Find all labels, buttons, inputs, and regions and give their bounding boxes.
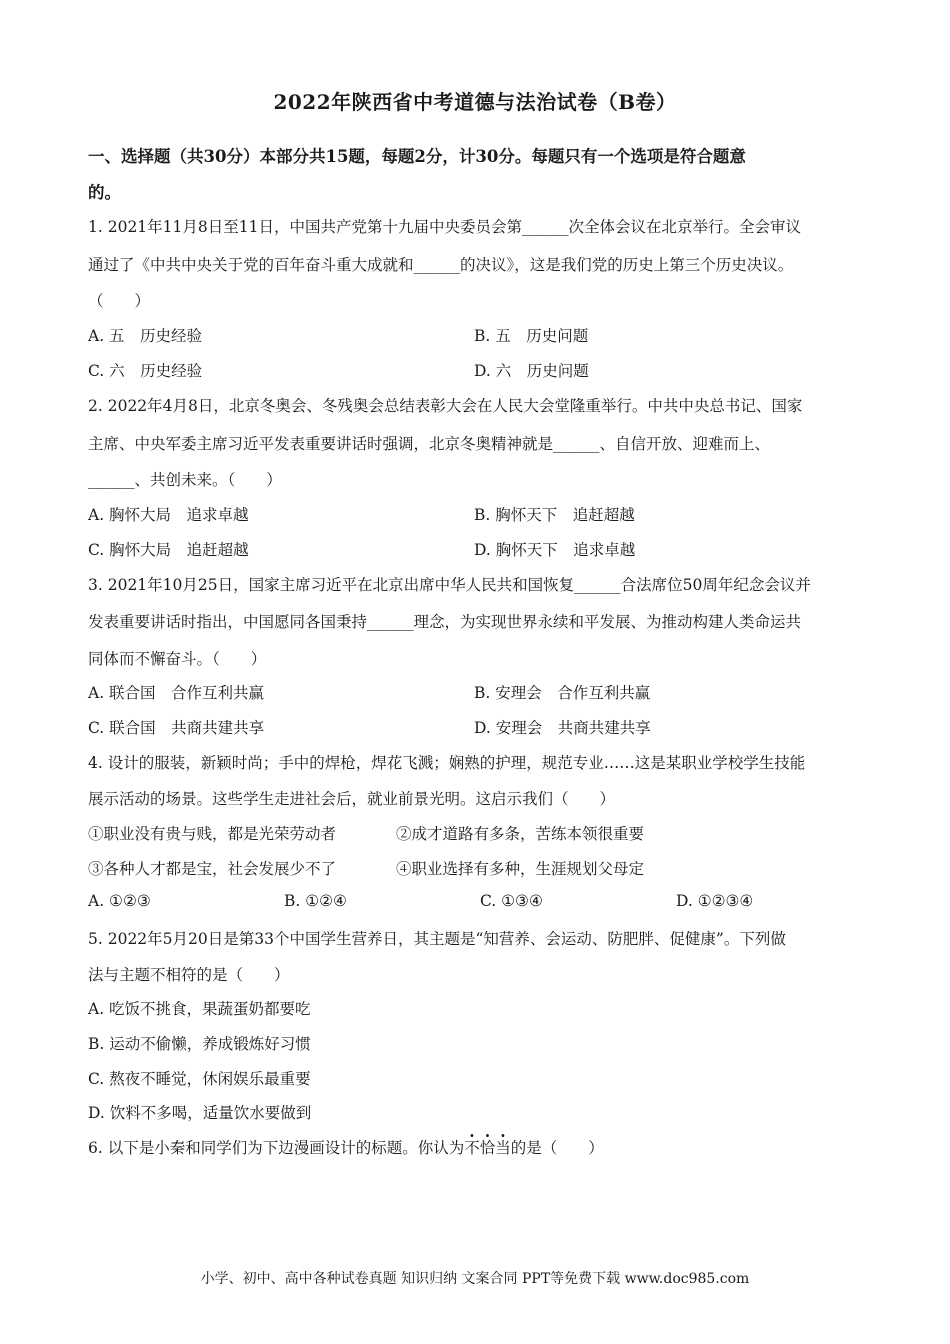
question-4-stem: 4. 设计的服装，新颖时尚；手中的焊枪，焊花飞溅；娴熟的护理，规范专业……这是某职业学校学生技能 [88,754,806,772]
question-5-stem-line2: 法与主题不相符的是（ ） [88,966,290,984]
question-1-option-d: D. 六 历史问题 [474,362,589,380]
question-4-statement-2: ②成才道路有多条，苦练本领很重要 [396,825,645,843]
question-2-stem: 2. 2022年4月8日，北京冬奥会、冬残奥会总结表彰大会在人民大会堂隆重举行。中共中央总书记、国家 [88,397,803,415]
question-3-option-d: D. 安理会 共商共建共享 [474,719,651,737]
emphasis-dot-char: 不 [464,1139,480,1157]
question-2-option-c: C. 胸怀大局 追赶超越 [88,541,249,559]
question-5-option-a: A. 吃饭不挑食，果蔬蛋奶都要吃 [88,1000,311,1018]
question-2-option-a: A. 胸怀大局 追求卓越 [88,506,249,524]
question-1-stem-line2: 通过了《中共中央关于党的百年奋斗重大成就和______的决议》，这是我们党的历史上第三个历史决议。 [88,256,794,274]
question-2-stem-line3: ______、共创未来。（ ） [88,471,282,489]
question-3-option-a: A. 联合国 合作互利共赢 [88,684,265,702]
question-4-option-c: C. ①③④ [480,892,543,910]
section-heading: 一、选择题（共30分）本部分共15题，每题2分，计30分。每题只有一个选项是符合题意 [88,147,746,166]
page-title: 2022年陕西省中考道德与法治试卷（B卷） [273,90,677,114]
question-5-stem: 5. 2022年5月20日是第33个中国学生营养日，其主题是“知营养、会运动、防肥胖、促健康”。下列做 [88,930,786,948]
question-1-option-b: B. 五 历史问题 [474,327,589,345]
question-2-stem-line2: 主席、中央军委主席习近平发表重要讲话时强调，北京冬奥精神就是______、自信开放、迎难而上、 [88,435,771,453]
question-4-statement-3: ③各种人才都是宝，社会发展少不了 [88,860,337,878]
question-4-option-d: D. ①②③④ [676,892,754,910]
question-5-option-c: C. 熬夜不睡觉，休闲娱乐最重要 [88,1070,311,1088]
question-1-stem: 1. 2021年11月8日至11日，中国共产党第十九届中央委员会第______次全体会议在北京举行。全会审议 [88,218,801,236]
question-1-option-a: A. 五 历史经验 [88,327,203,345]
question-1-option-c: C. 六 历史经验 [88,362,203,380]
question-1-answer-blank: （ ） [88,292,151,310]
question-4-options [88,892,872,910]
question-2-option-d: D. 胸怀天下 追求卓越 [474,541,636,559]
page-footer: 小学、初中、高中各种试卷真题 知识归纳 文案合同 PPT等免费下载 www.doc985.com [200,1271,750,1287]
question-3-option-c: C. 联合国 共商共建共享 [88,719,265,737]
question-5-option-d: D. 饮料不多喝，适量饮水要做到 [88,1104,312,1122]
section-heading-continued: 的。 [88,183,121,202]
question-4-stem-line2: 展示活动的场景。这些学生走进社会后，就业前景光明。这启示我们（ ） [88,790,616,808]
question-3-stem: 3. 2021年10月25日，国家主席习近平在北京出席中华人民共和国恢复______合法席位50周年纪念会议并 [88,576,811,594]
question-4-statement-4: ④职业选择有多种，生涯规划父母定 [396,860,645,878]
question-4-option-b: B. ①②④ [284,892,347,910]
question-3-stem-line2: 发表重要讲话时指出，中国愿同各国秉持______理念，为实现世界永续和平发展、为推动构建人类命运共 [88,613,802,631]
question-3-option-b: B. 安理会 合作互利共赢 [474,684,651,702]
emphasis-dot-char: 恰 [479,1139,496,1157]
question-6-stem [88,1136,604,1158]
question-3-stem-line3: 同体而不懈奋斗。（ ） [88,650,267,668]
question-6-stem-suffix: 的是（ ） [510,1139,604,1157]
question-4-statement-1: ①职业没有贵与贱，都是光荣劳动者 [88,825,337,843]
question-4-option-a: A. ①②③ [88,892,151,910]
question-5-option-b: B. 运动不偷懒，养成锻炼好习惯 [88,1035,311,1053]
question-2-option-b: B. 胸怀天下 追赶超越 [474,506,635,524]
question-6-stem-prefix: 6. 以下是小秦和同学们为下边漫画设计的标题。你认为 [88,1139,465,1157]
emphasis-dot-char: 当 [495,1139,511,1157]
